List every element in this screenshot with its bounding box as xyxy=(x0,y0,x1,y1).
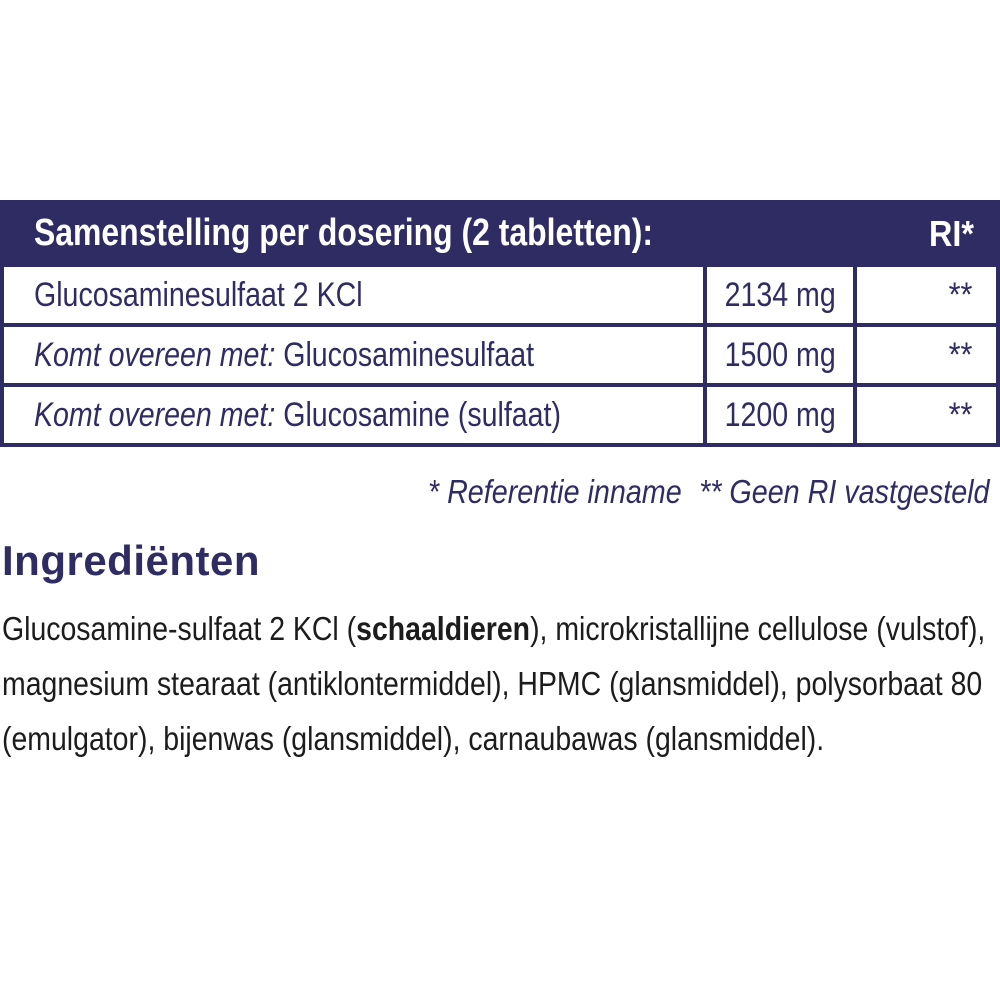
ri-cell xyxy=(853,387,996,443)
ingredient-name-cell xyxy=(4,387,703,443)
ri-cell xyxy=(853,267,996,323)
row-prefix: Komt overeen met: xyxy=(34,335,276,374)
amount-cell xyxy=(703,327,853,383)
row-prefix: Komt overeen met: xyxy=(34,395,276,434)
row-ri: ** xyxy=(948,275,972,314)
row-amount: 1200 mg xyxy=(724,395,836,434)
amount-cell xyxy=(703,267,853,323)
row-ri: ** xyxy=(948,335,972,374)
footnote-no-ri: ** Geen RI vastgesteld xyxy=(699,473,990,510)
row-name: Glucosamine (sulfaat) xyxy=(283,395,562,434)
table-footnote xyxy=(0,473,1000,511)
ingredient-name-cell xyxy=(4,327,703,383)
row-amount: 2134 mg xyxy=(724,275,836,314)
table-row xyxy=(4,323,996,383)
ingredients-paragraph xyxy=(2,601,1000,766)
ri-cell xyxy=(853,327,996,383)
ingredients-text-rest: ), microkristallijne cellulose (vulstof), magnesium stearaat (antiklontermiddel), HPMC (glansmiddel), polysorbaat 80 (emulgator), bijenwas (glansmiddel), carnaubawas (glansmiddel). xyxy=(2,610,986,757)
row-name: Glucosaminesulfaat xyxy=(283,335,535,374)
composition-title: Samenstelling per dosering (2 tabletten): xyxy=(34,212,654,254)
row-amount: 1500 mg xyxy=(724,335,836,374)
ingredient-name-cell xyxy=(4,267,703,323)
composition-table-header xyxy=(4,204,996,263)
table-row xyxy=(4,383,996,443)
row-ri: ** xyxy=(948,395,972,434)
composition-table xyxy=(0,200,1000,447)
ingredients-text-start: Glucosamine-sulfaat 2 KCl ( xyxy=(2,610,357,647)
row-name: Glucosaminesulfaat 2 KCl xyxy=(34,275,363,314)
amount-cell xyxy=(703,387,853,443)
ingredients-heading: Ingrediënten xyxy=(2,537,261,584)
allergen-bold: schaaldieren xyxy=(356,610,531,647)
supplement-label xyxy=(0,200,1000,1000)
table-row xyxy=(4,263,996,323)
ri-column-header: RI* xyxy=(928,212,974,254)
footnote-reference-intake: * Referentie inname xyxy=(428,473,683,510)
